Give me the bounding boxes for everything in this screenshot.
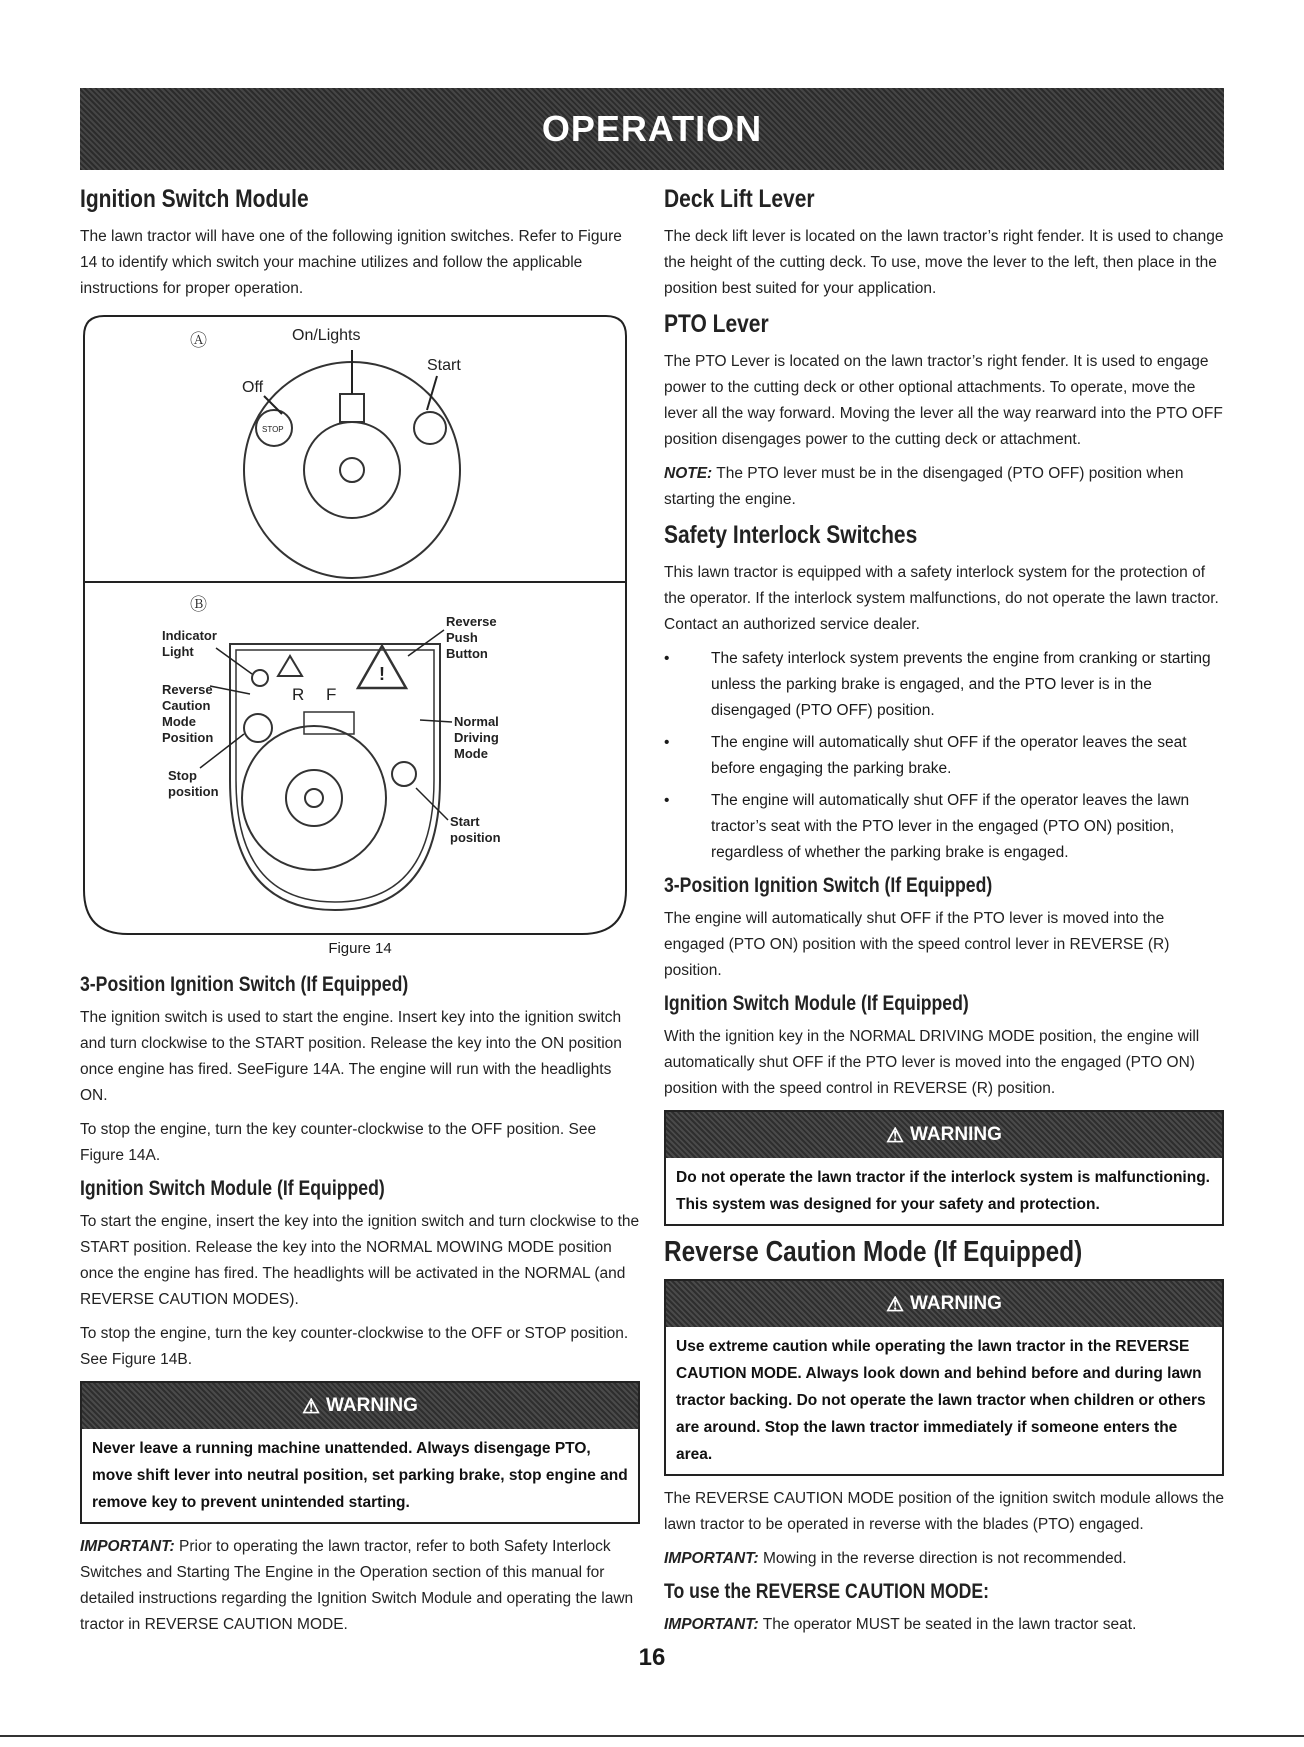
right-ignition-module-text: With the ignition key in the NORMAL DRIVING MODE position, the engine will automatically shut OFF if the PTO lever is moved into the engaged (PTO ON) position with the speed control in REVERSE (R) position. [664, 1028, 1200, 1097]
tractor-icon [304, 712, 354, 734]
important-label: IMPORTANT: [80, 1538, 175, 1555]
to-use-reverse-heading: To use the REVERSE CAUTION MODE: [664, 1580, 990, 1603]
ignition-intro-text: The lawn tractor will have one of the following ignition switches. Refer to Figure 14 to identify which switch your machine utilizes and follow the applicable instructions for proper operation. [80, 228, 622, 297]
important-note-1 [664, 1546, 1224, 1572]
warning-triangle-icon: ⚠ [302, 1395, 321, 1418]
reverse-push-label-2: Push [446, 630, 478, 645]
list-item: • The safety interlock system prevents the engine from cranking or starting unless the parking brake is engaged, and the PTO lever is in the disengaged (PTO OFF) position. [664, 650, 1211, 719]
lights-icon [340, 394, 364, 422]
important-text: The operator MUST be seated in the lawn tractor seat. [758, 1616, 1137, 1633]
module-stop-icon [244, 714, 272, 742]
svg-text:!: ! [379, 664, 385, 684]
important-note [80, 1534, 640, 1638]
bottom-rule [0, 1735, 1304, 1737]
three-position-text-2: To stop the engine, turn the key counter-clockwise to the OFF position. See Figure 14A. [80, 1121, 597, 1164]
ignition-module-text-2: To stop the engine, turn the key counter-clockwise to the OFF or STOP position. See Figure 14B. [80, 1325, 629, 1368]
right-three-position-text: The engine will automatically shut OFF if the PTO lever is moved into the engaged (PTO ON) position with the speed control lever in REVERSE (R) position. [664, 910, 1170, 979]
ignition-module-text-1: To start the engine, insert the key into the ignition switch and turn clockwise to the START position. Release the key into the NORMAL MOWING MODE position once the engine has fired. The headlights will be activated in the NORMAL (and REVERSE CAUTION MODES). [80, 1213, 640, 1308]
indicator-label-2: Light [162, 644, 194, 659]
safety-bullet-list [664, 646, 1224, 866]
caution-triangle-icon [278, 656, 302, 676]
warning-header [666, 1281, 1222, 1327]
reverse-caution-label-3: Mode [162, 714, 196, 729]
reverse-push-label-1: Reverse [446, 614, 497, 629]
stop-icon-text: STOP [262, 425, 284, 434]
warning-header [82, 1383, 638, 1429]
deck-lift-text: The deck lift lever is located on the lawn tractor’s right fender. It is used to change the height of the cutting deck. To use, move the lever to the left, then place in the position best suited for your application. [664, 228, 1224, 297]
important-label: IMPORTANT: [664, 1616, 759, 1633]
ignition-module-heading: Ignition Switch Module (If Equipped) [80, 1177, 385, 1200]
normal-driving-label-2: Driving [454, 730, 499, 745]
left-column [80, 185, 640, 1646]
list-item: • The engine will automatically shut OFF if the operator leaves the lawn tractor’s seat with the PTO lever in the engaged (PTO ON) position, regardless of whether the parking brake is engaged. [664, 792, 1190, 861]
normal-driving-label-3: Mode [454, 746, 488, 761]
stop-position-label-1: Stop [168, 768, 197, 783]
indicator-light-icon [252, 670, 268, 686]
reverse-caution-label-4: Position [162, 730, 214, 745]
start-icon [414, 412, 446, 444]
warning-triangle-icon: ⚠ [886, 1124, 905, 1147]
figure-14 [82, 310, 628, 936]
important-note-2 [664, 1612, 1224, 1638]
indicator-label-1: Indicator [162, 628, 217, 643]
reverse-caution-text: The REVERSE CAUTION MODE position of the ignition switch module allows the lawn tractor to be operated in reverse with the blades (PTO) engaged. [664, 1490, 1224, 1533]
right-three-position-heading: 3-Position Ignition Switch (If Equipped) [664, 874, 993, 897]
figure-caption: Figure 14 [328, 940, 392, 957]
page-number: 16 [638, 1644, 666, 1671]
pto-lever-heading: PTO Lever [664, 310, 769, 338]
three-position-switch-heading: 3-Position Ignition Switch (If Equipped) [80, 973, 409, 996]
deck-lift-heading: Deck Lift Lever [664, 185, 815, 213]
start-position-label-1: Start [450, 814, 480, 829]
important-text: Prior to operating the lawn tractor, refer to both Safety Interlock Switches and Starting The Engine in the Operation section of this manual for detailed instructions regarding the Ignition Switch Module and operating the lawn tractor in REVERSE CAUTION MODE. [80, 1538, 634, 1633]
warning-box-interlock [664, 1110, 1224, 1226]
start-position-label-2: position [450, 830, 501, 845]
on-lights-label: On/Lights [292, 327, 361, 344]
safety-interlock-heading: Safety Interlock Switches [664, 521, 918, 549]
warning-text: Never leave a running machine unattended. Always disengage PTO, move shift lever into neutral position, set parking brake, stop engine and remove key to prevent unintended starting. [92, 1440, 628, 1511]
important-text: Mowing in the reverse direction is not recommended. [758, 1550, 1127, 1567]
module-start-icon [392, 762, 416, 786]
figure-b-label: Ⓑ [190, 595, 207, 615]
list-item: • The engine will automatically shut OFF if the operator leaves the seat before engaging the parking brake. [664, 734, 1187, 777]
right-column [664, 185, 1224, 1646]
stop-position-label-2: position [168, 784, 219, 799]
warning-title: WARNING [326, 1395, 418, 1416]
warning-text: Use extreme caution while operating the lawn tractor in the REVERSE CAUTION MODE. Always look down and behind before and during lawn tractor backing. Do not operate the lawn tractor when children or others are around. Stop the lawn tractor immediately if someone enters the area. [676, 1338, 1206, 1463]
warning-box-reverse [664, 1279, 1224, 1476]
ignition-switch-diagram [82, 310, 628, 936]
warning-text: Do not operate the lawn tractor if the interlock system is malfunctioning. This system was designed for your safety and protection. [676, 1169, 1210, 1213]
start-label: Start [427, 357, 461, 374]
pto-note [664, 461, 1224, 513]
reverse-caution-label-2: Caution [162, 698, 211, 713]
warning-triangle-icon: ⚠ [886, 1293, 905, 1316]
warning-title: WARNING [910, 1124, 1002, 1145]
note-text: The PTO lever must be in the disengaged (PTO OFF) position when starting the engine. [664, 465, 1184, 508]
off-label: Off [242, 379, 264, 396]
three-position-text-1: The ignition switch is used to start the engine. Insert key into the ignition switch and turn clockwise to the START position. Release the key into the ON position once engine has fired. SeeFigure 14A. The engine will run with the headlights ON. [80, 1009, 622, 1104]
reverse-caution-label-1: Reverse [162, 682, 213, 697]
warning-title: WARNING [910, 1293, 1002, 1314]
figure-a-label: Ⓐ [190, 331, 207, 351]
reverse-caution-heading: Reverse Caution Mode (If Equipped) [664, 1236, 1083, 1268]
ignition-switch-module-heading: Ignition Switch Module [80, 185, 309, 213]
normal-driving-label-1: Normal [454, 714, 499, 729]
safety-interlock-text: This lawn tractor is equipped with a safety interlock system for the protection of the operator. If the interlock system malfunctions, do not operate the lawn tractor. Contact an authorized service dealer. [664, 564, 1219, 633]
note-label: NOTE: [664, 465, 713, 482]
pto-lever-text: The PTO Lever is located on the lawn tractor’s right fender. It is used to engage power to the cutting deck or other optional attachments. To operate, move the lever all the way forward. Moving the lever all the way rearward into the PTO OFF position disengages power to the cutting deck or attachment. [664, 353, 1223, 448]
right-ignition-module-heading: Ignition Switch Module (If Equipped) [664, 992, 969, 1015]
warning-header [666, 1112, 1222, 1158]
important-label: IMPORTANT: [664, 1550, 759, 1567]
reverse-push-label-3: Button [446, 646, 488, 661]
r-letter: R [292, 685, 305, 704]
warning-box-unattended [80, 1381, 640, 1524]
f-letter: F [326, 685, 337, 704]
section-banner [80, 88, 1224, 170]
banner-title: OPERATION [541, 108, 763, 149]
